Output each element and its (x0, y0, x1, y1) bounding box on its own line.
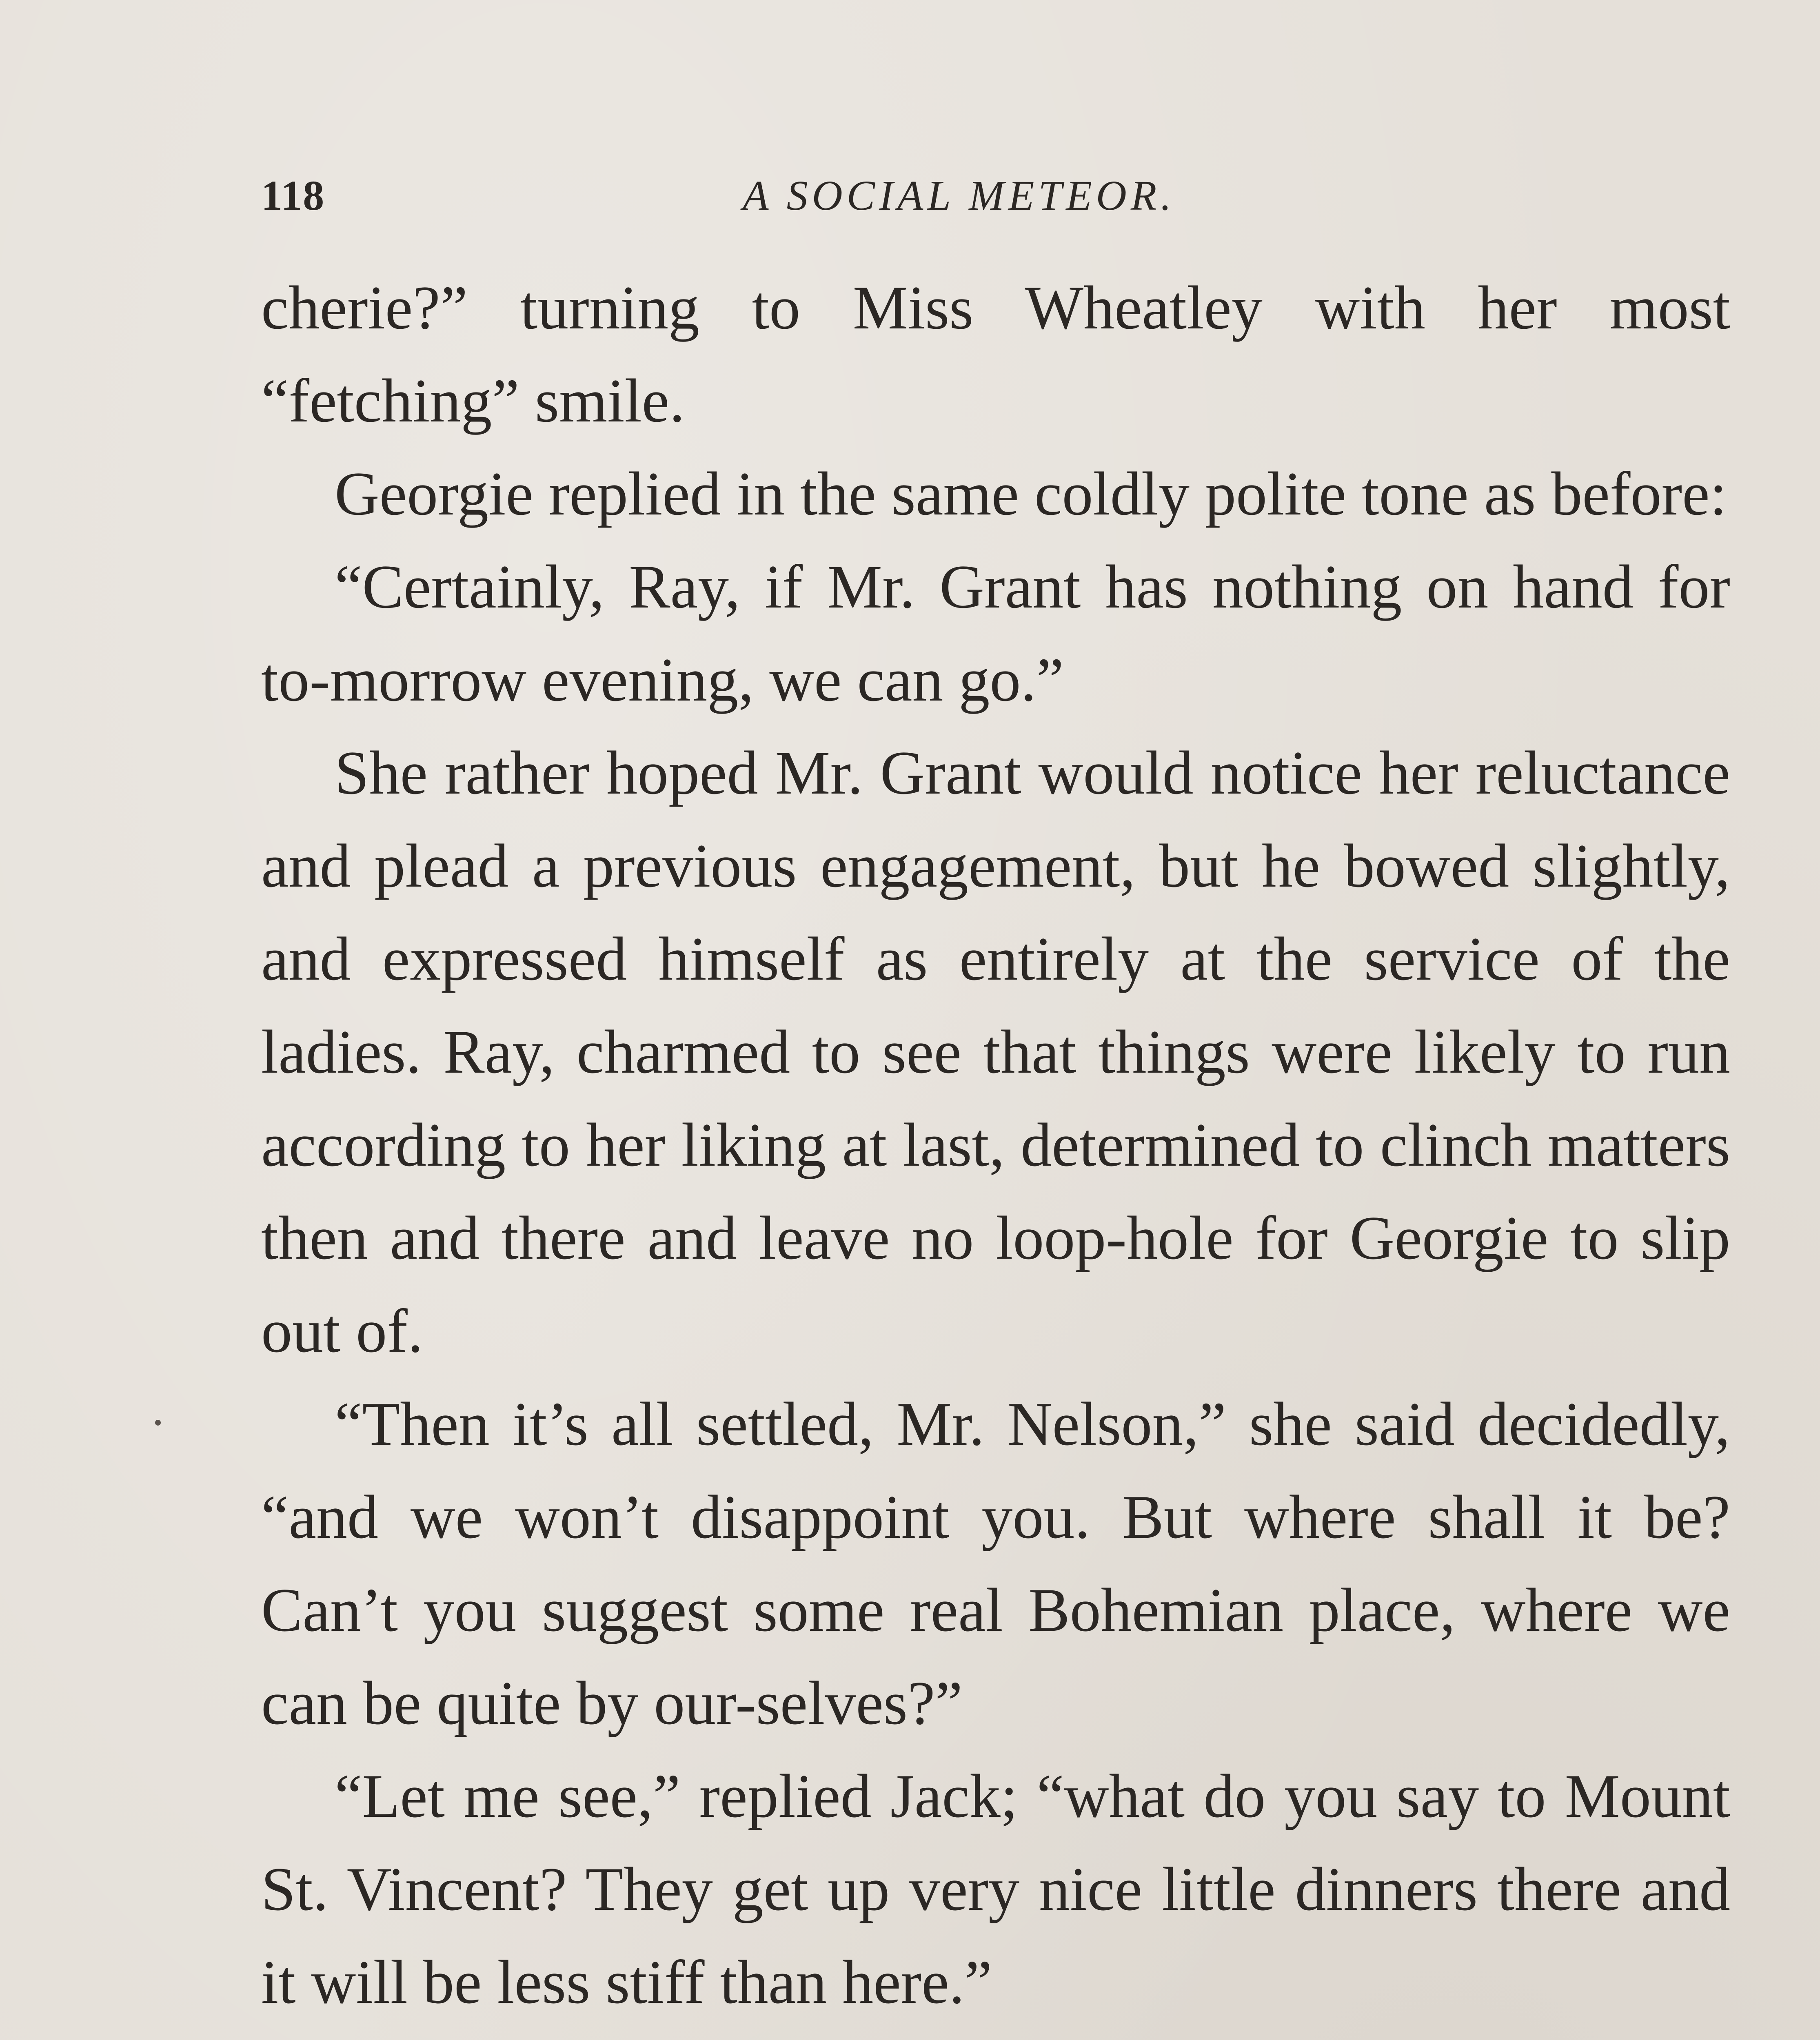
page-number: 118 (261, 172, 325, 219)
paragraph: She rather hoped Mr. Grant would notice her reluctance and plead a previous engagement, but he bowed slightly, and expressed himself as entirely at the service of the ladies. Ray, charmed to see that things were likely to run according to her liking at last, determined to clinch matters then and there and leave no loop-hole for Georgie to slip out of. (261, 738, 1730, 1365)
body-text (261, 261, 1730, 2040)
paper-speck (155, 1420, 161, 1426)
page-header (261, 163, 1714, 233)
paragraph: “Let me see,” replied Jack; “what do you say to Mount St. Vincent? They get up very nice little dinners there and it will be less stiff than here.” (261, 1762, 1730, 2016)
paragraph: Georgie replied in the same coldly polite tone as before: (335, 459, 1727, 528)
paragraph: “Then it’s all settled, Mr. Nelson,” she said decidedly, “and we won’t disappoint you. But where shall it be? Can’t you suggest some real Bohemian place, where we can be quite by our-selves?” (261, 1390, 1730, 1737)
paragraph: “Certainly, Ray, if Mr. Grant has nothing on hand for to-morrow evening, we can go.” (261, 552, 1730, 714)
paragraph (261, 2029, 1730, 2040)
paragraph-continuation: cherie?” turning to Miss Wheatley with her most “fetching” smile. (261, 273, 1730, 435)
running-title: A SOCIAL METEOR. (743, 172, 1176, 219)
